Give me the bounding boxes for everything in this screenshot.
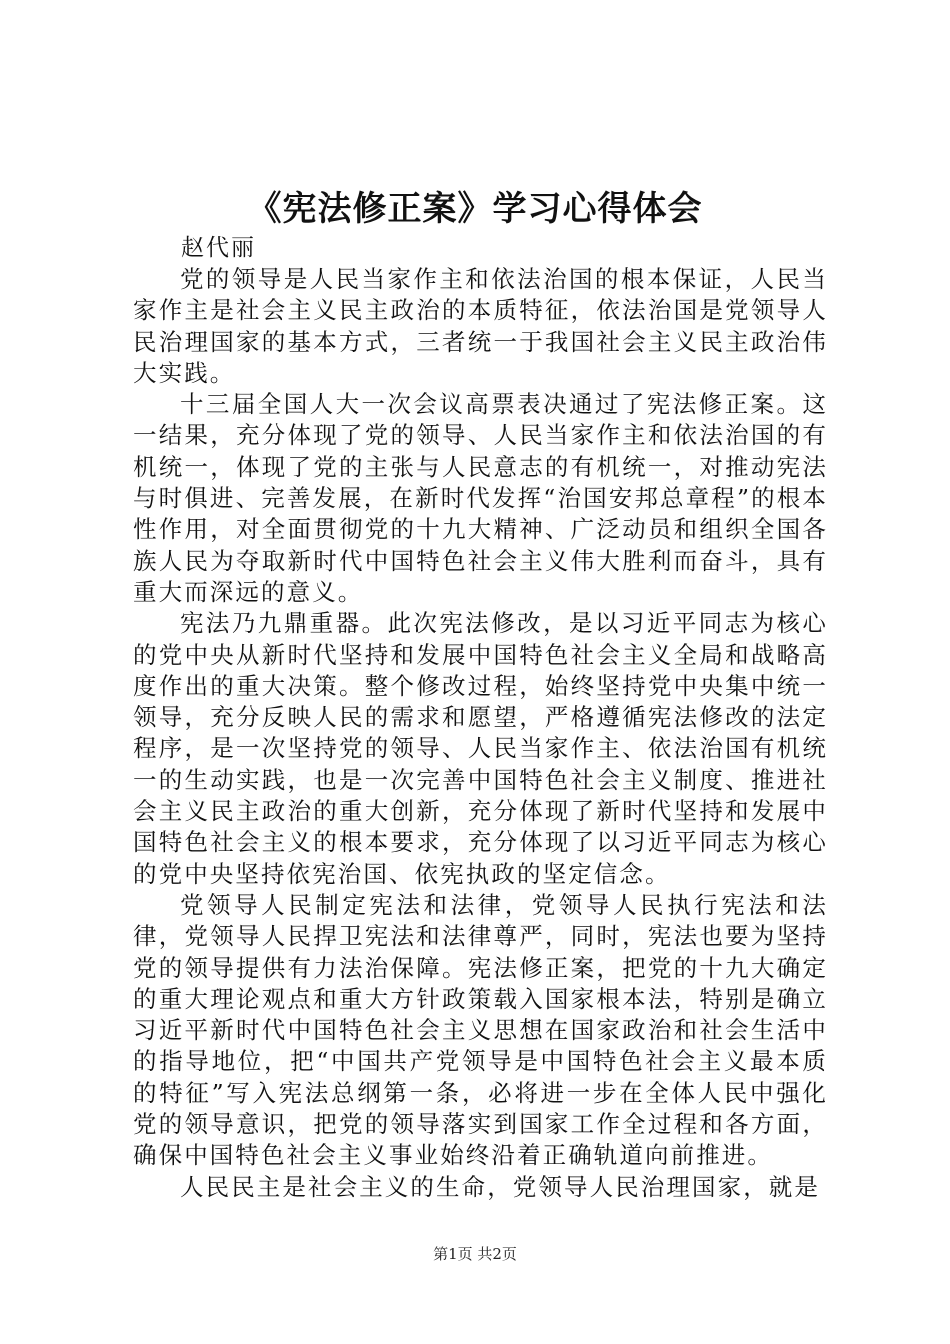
paragraph: 人民民主是社会主义的生命，党领导人民治理国家，就是 [180,1172,820,1201]
author-name: 赵代丽 [181,235,256,261]
paragraph: 党的领导是人民当家作主和依法治国的根本保证，人民当家作主是社会主义民主政治的本质特征，依法治国是党领导人民治理国家的基本方式，三者统一于我国社会主义民主政治伟大实践。 [133,265,828,387]
paragraph: 宪法乃九鼎重器。此次宪法修改，是以习近平同志为核心的党中央从新时代坚持和发展中国特色社会主义全局和战略高度作出的重大决策。整个修改过程，始终坚持党中央集中统一领导，充分反映人民的需求和愿望，严格遵循宪法修改的法定程序，是一次坚持党的领导、人民当家作主、依法治国有机统一的生动实践，也是一次完善中国特色社会主义制度、推进社会主义民主政治的重大创新，充分体现了新时代坚持和发展中国特色社会主义的根本要求，充分体现了以习近平同志为核心的党中央坚持依宪治国、依宪执政的坚定信念。 [133,609,828,888]
document-title: 《宪法修正案》学习心得体会 [247,189,703,229]
page-footer: 第1页 共2页 [433,1245,517,1263]
paragraph: 十三届全国人大一次会议高票表决通过了宪法修正案。这一结果，充分体现了党的领导、人民当家作主和依法治国的有机统一，体现了党的主张与人民意志的有机统一，对推动宪法与时俱进、完善发展，在新时代发挥“治国安邦总章程”的根本性作用，对全面贯彻党的十九大精神、广泛动员和组织全国各族人民为夺取新时代中国特色社会主义伟大胜利而奋斗，具有重大而深远的意义。 [133,390,828,606]
document-body [133,264,828,1203]
paragraph: 党领导人民制定宪法和法律，党领导人民执行宪法和法律，党领导人民捍卫宪法和法律尊严，同时，宪法也要为坚持党的领导提供有力法治保障。宪法修正案，把党的十九大确定的重大理论观点和重大方针政策载入国家根本法，特别是确立习近平新时代中国特色社会主义思想在国家政治和社会生活中的指导地位，把“中国共产党领导是中国特色社会主义最本质的特征”写入宪法总纲第一条，必将进一步在全体人民中强化党的领导意识，把党的领导落实到国家工作全过程和各方面，确保中国特色社会主义事业始终沿着正确轨道向前推进。 [133,890,828,1170]
